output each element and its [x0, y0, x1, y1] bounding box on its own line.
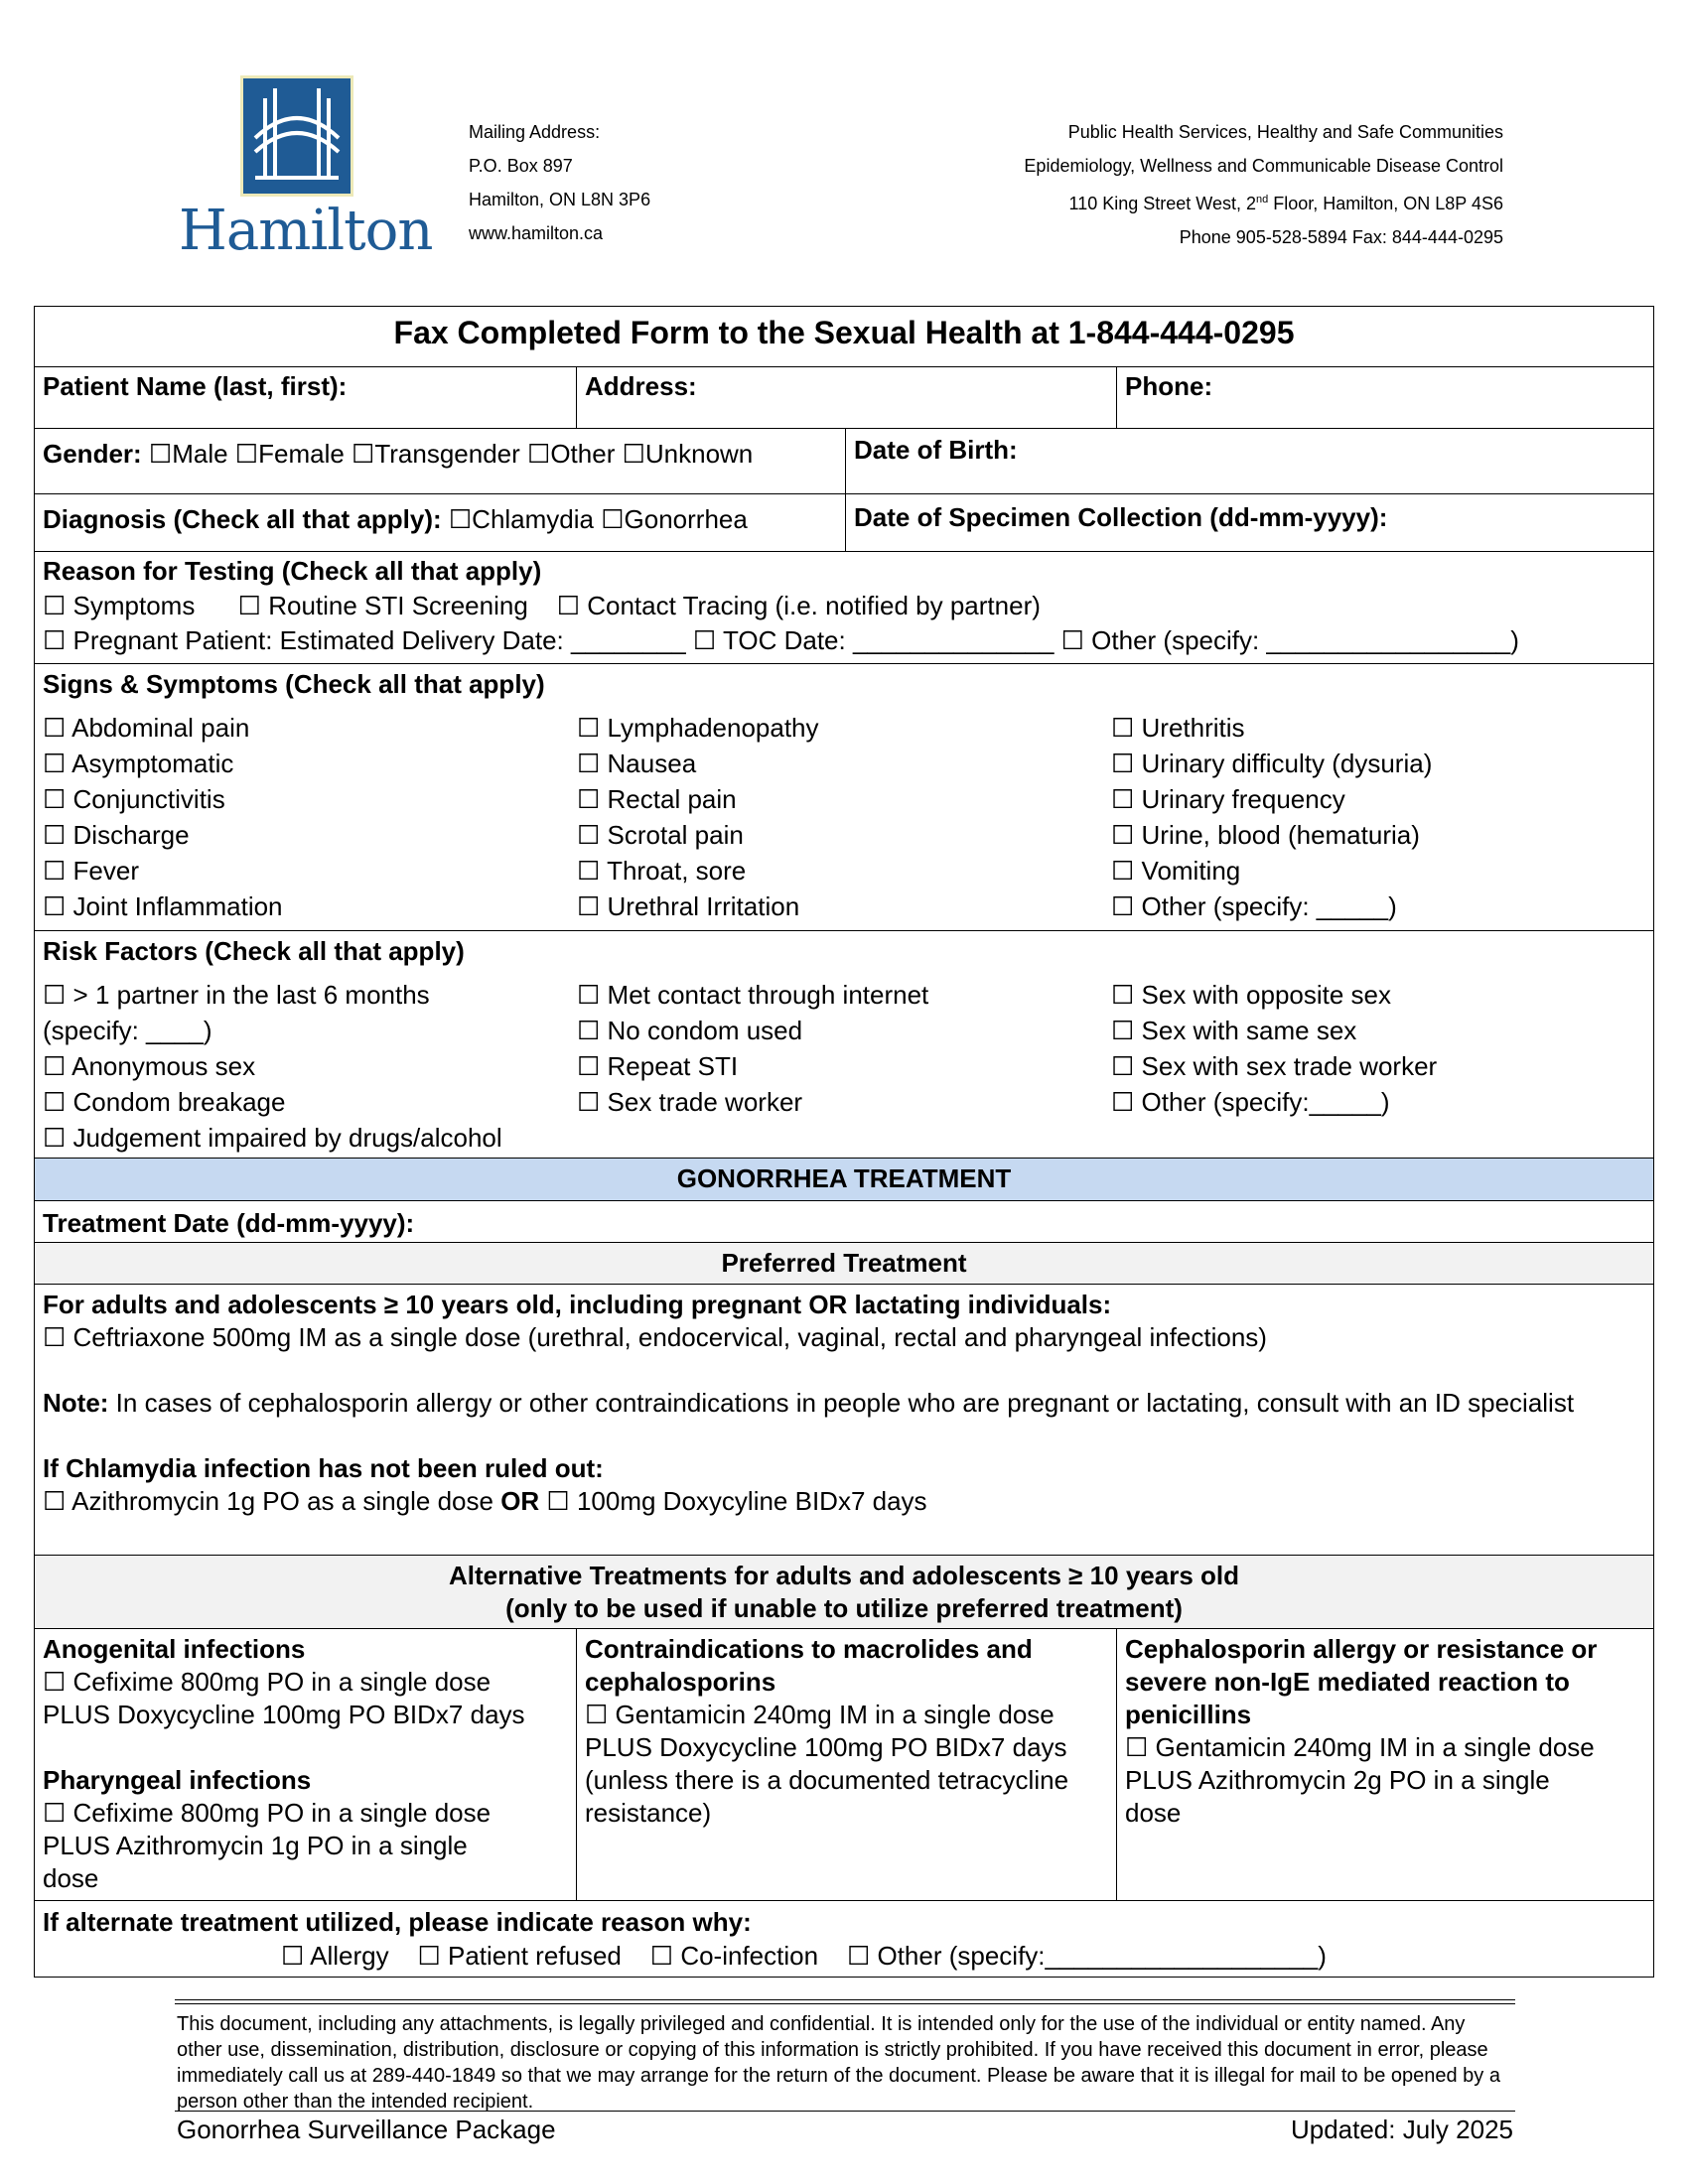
preferred-treatment-band: Preferred Treatment — [35, 1243, 1653, 1284]
mailing-line: www.hamilton.ca — [469, 223, 604, 243]
dept-line: Phone 905-528-5894 Fax: 844-444-0295 — [1179, 227, 1503, 247]
package-name: Gonorrhea Surveillance Package — [177, 2115, 556, 2144]
footer-rule-bottom — [175, 2111, 1515, 2112]
anogenital-pharyngeal-column: Anogenital infections ☐ Cefixime 800mg PO in a single dose PLUS Doxycycline 100mg PO BIDx7 days Pharyngeal infections ☐ Cefixime 800mg PO in a single dose PLUS Azithromycin 1g PO in a single dose — [35, 1629, 576, 1900]
footer-rule-top — [175, 2003, 1515, 2004]
signs-column[interactable]: ☐ Lymphadenopathy ☐ Nausea ☐ Rectal pain ☐ Scrotal pain ☐ Throat, sore ☐ Urethral Irritation — [577, 713, 819, 921]
cefixime-pharyngeal-option[interactable]: ☐ Cefixime 800mg PO in a single dose PLUS Azithromycin 1g PO in a single dose — [43, 1798, 492, 1893]
gentamicin-azithro-option[interactable]: ☐ Gentamicin 240mg IM in a single dose PLUS Azithromycin 2g PO in a single dose — [1125, 1732, 1595, 1828]
treatment-date-field[interactable]: Treatment Date (dd-mm-yyyy): — [43, 1208, 415, 1238]
preferred-treatment-section — [35, 1285, 1653, 1555]
gonorrhea-treatment-band: GONORRHEA TREATMENT — [35, 1159, 1653, 1200]
dept-line: Epidemiology, Wellness and Communicable Disease Control — [1024, 156, 1503, 176]
alternate-reason-section — [35, 1901, 1653, 1977]
reason-section — [35, 552, 1653, 663]
risk-column[interactable]: ☐ Sex with opposite sex ☐ Sex with same sex ☐ Sex with sex trade worker ☐ Other (specify:_____) — [1111, 980, 1438, 1117]
adults-heading: For adults and adolescents ≥ 10 years old, including pregnant OR lactating individuals: — [43, 1290, 1112, 1319]
cephalosporin-allergy-column: Cephalosporin allergy or resistance or severe non-IgE mediated reaction to penicillins ☐ Gentamicin 240mg IM in a single dose PLUS Azithromycin 2g PO in a single dose — [1116, 1629, 1653, 1900]
gonorrhea-form — [34, 306, 1654, 1978]
contraindications-column: Contraindications to macrolides and cephalosporins ☐ Gentamicin 240mg IM in a single dose PLUS Doxycycline 100mg PO BIDx7 days (unless there is a documented tetracycline resistance) — [576, 1629, 1116, 1900]
department-address — [1024, 115, 1503, 254]
dept-line: 110 King Street West, 2nd Floor, Hamilton, ON L8P 4S6 — [1068, 194, 1503, 213]
reason-heading: Reason for Testing (Check all that apply) — [43, 556, 542, 586]
alternative-treatments-band: Alternative Treatments for adults and adolescents ≥ 10 years old (only to be used if unable to utilize preferred treatment) — [35, 1556, 1653, 1628]
alternate-options[interactable]: ☐ Allergy ☐ Patient refused ☐ Co-infection ☐ Other (specify:___________________) — [281, 1941, 1327, 1971]
address-field[interactable]: Address: — [576, 367, 1116, 428]
mailing-address — [469, 115, 650, 250]
phone-field[interactable]: Phone: — [1116, 367, 1653, 428]
confidentiality-disclaimer: This document, including any attachments, is legally privileged and confidential. It is intended only for the use of the individual or entity named. Any other use, dissemination, distribution, disclosure or copying of this information is strictly prohibited. If you have received this document in error, please immediately call us at 289-440-1849 so that we may arrange for the return of the document. Please be aware that it is illegal for mail to be opened by a person other than the intended recipient. — [177, 2013, 1500, 2113]
alternate-heading: If alternate treatment utilized, please indicate reason why: — [43, 1907, 752, 1937]
updated-date: Updated: July 2025 — [1290, 2115, 1513, 2144]
note-text: Note: In cases of cephalosporin allergy or other contraindications in people who are pregnant or lactating, consult with an ID specialist — [43, 1388, 1575, 1418]
risk-column[interactable]: ☐ Met contact through internet ☐ No condom used ☐ Repeat STI ☐ Sex trade worker — [577, 980, 929, 1117]
mailing-line: Mailing Address: — [469, 122, 601, 142]
signs-column[interactable]: ☐ Abdominal pain ☐ Asymptomatic ☐ Conjunctivitis ☐ Discharge ☐ Fever ☐ Joint Inflammation — [43, 713, 283, 921]
logo-wordmark: Hamilton — [179, 199, 433, 263]
signs-column[interactable]: ☐ Urethritis ☐ Urinary difficulty (dysuria) ☐ Urinary frequency ☐ Urine, blood (hematuria) ☐ Vomiting ☐ Other (specify: _____) — [1111, 713, 1433, 921]
gentamicin-doxy-option[interactable]: ☐ Gentamicin 240mg IM in a single dose PLUS Doxycycline 100mg PO BIDx7 days (unless there is a documented tetracycline resistance) — [585, 1700, 1069, 1828]
mailing-line: Hamilton, ON L8N 3P6 — [469, 190, 651, 209]
chlamydia-options[interactable]: ☐ Azithromycin 1g PO as a single dose OR ☐ 100mg Doxycyline BIDx7 days — [43, 1486, 927, 1516]
bridge-icon — [240, 75, 353, 197]
dept-line: Public Health Services, Healthy and Safe Communities — [1067, 122, 1503, 142]
specimen-date-field[interactable]: Date of Specimen Collection (dd-mm-yyyy): — [845, 494, 1653, 551]
risk-heading: Risk Factors (Check all that apply) — [43, 936, 465, 966]
footer-rule-top — [175, 1999, 1515, 2000]
reason-options[interactable]: ☐ Symptoms ☐ Routine STI Screening ☐ Contact Tracing (i.e. notified by partner) — [43, 591, 1041, 620]
gender-field[interactable]: Gender: ☐Male ☐Female ☐Transgender ☐Other ☐Unknown — [43, 439, 754, 469]
chlamydia-heading: If Chlamydia infection has not been ruled out: — [43, 1453, 604, 1483]
hamilton-logo — [179, 71, 433, 270]
mailing-line: P.O. Box 897 — [469, 156, 573, 176]
form-title: Fax Completed Form to the Sexual Health at 1-844-444-0295 — [393, 315, 1295, 350]
signs-section — [35, 664, 1653, 930]
patient-name-field[interactable]: Patient Name (last, first): — [43, 371, 348, 401]
risk-column[interactable]: ☐ > 1 partner in the last 6 months (specify: ____) ☐ Anonymous sex ☐ Condom breakage ☐ Judgement impaired by drugs/alcohol — [43, 980, 502, 1153]
reason-options[interactable]: ☐ Pregnant Patient: Estimated Delivery Date: ________ ☐ TOC Date: ______________ ☐ Other (specify: _________________) — [43, 625, 1519, 655]
diagnosis-field[interactable]: Diagnosis (Check all that apply): ☐Chlamydia ☐Gonorrhea — [43, 504, 748, 534]
signs-heading: Signs & Symptoms (Check all that apply) — [43, 669, 545, 699]
dob-field[interactable]: Date of Birth: — [845, 429, 1653, 493]
cefixime-option[interactable]: ☐ Cefixime 800mg PO in a single dose PLUS Doxycycline 100mg PO BIDx7 days — [43, 1667, 525, 1729]
risk-section — [35, 931, 1653, 1158]
ceftriaxone-option[interactable]: ☐ Ceftriaxone 500mg IM as a single dose (urethral, endocervical, vaginal, rectal and pharyngeal infections) — [43, 1322, 1267, 1352]
